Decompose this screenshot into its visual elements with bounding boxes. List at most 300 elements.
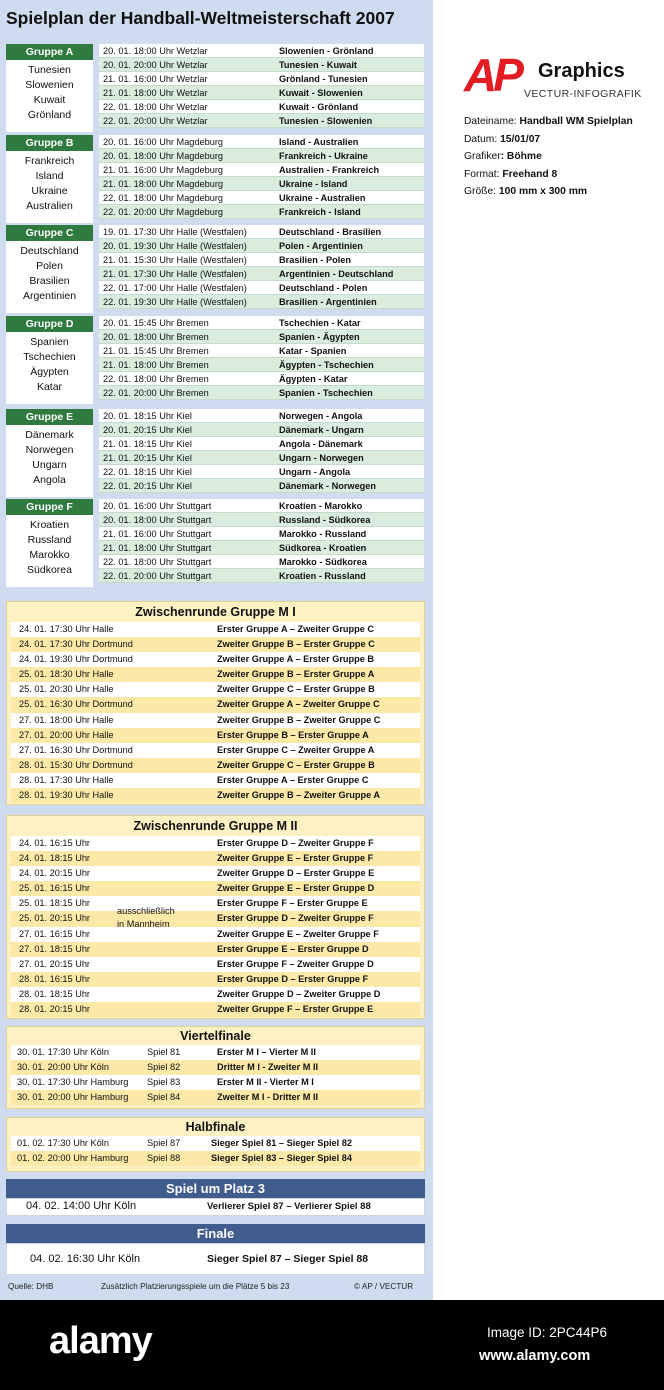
match-date: 24. 01. 16:15 Uhr (19, 838, 90, 848)
match-teams: Tunesien - Kuwait (279, 60, 357, 70)
table-row (11, 957, 420, 972)
page-title: Spielplan der Handball-Weltmeisterschaft 2007 (6, 8, 395, 28)
meta-label: Grafiker (464, 151, 501, 162)
match-date: 24. 01. 17:30 Uhr Halle (19, 624, 114, 634)
match-date: 20. 01. 20:00 Uhr Wetzlar (103, 60, 208, 70)
match-teams: Spanien - Ägypten (279, 332, 360, 342)
group-team: Spanien (30, 336, 69, 348)
match-teams: Sieger Spiel 81 – Sieger Spiel 82 (211, 1138, 352, 1148)
match-date: 22. 01. 18:00 Uhr Wetzlar (103, 102, 208, 112)
meta-value: Freehand 8 (502, 168, 558, 180)
match-teams: Island - Australien (279, 137, 359, 147)
table-row (99, 527, 424, 541)
footer-source: Quelle: DHB (8, 1282, 54, 1291)
match-teams: Zweiter Gruppe E – Zweiter Gruppe F (217, 928, 379, 939)
match-date: 01. 02. 17:30 Uhr Köln (17, 1138, 109, 1148)
table-row (99, 479, 424, 493)
table-row (99, 163, 424, 177)
match-teams: Erster Gruppe F – Zweiter Gruppe D (217, 958, 374, 969)
meta-value: Handball WM Spielplan (519, 116, 633, 127)
match-teams: Tunesien - Slowenien (279, 116, 373, 126)
final-date: 04. 02. 16:30 Uhr Köln (30, 1253, 141, 1265)
match-teams: Erster Gruppe D – Zweiter Gruppe F (217, 838, 374, 848)
match-teams: Erster Gruppe D – Erster Gruppe F (217, 973, 369, 984)
meta-line (464, 166, 664, 184)
match-teams: Marokko - Russland (279, 529, 367, 539)
match-teams: Kroatien - Russland (279, 571, 366, 581)
match-teams: Ukraine - Island (279, 179, 348, 189)
third-place-date: 04. 02. 14:00 Uhr Köln (26, 1200, 137, 1212)
table-row (11, 1060, 420, 1075)
match-date: 20. 01. 19:30 Uhr Halle (Westfalen) (103, 241, 247, 251)
match-teams: Slowenien - Grönland (279, 46, 374, 56)
table-row (11, 728, 420, 743)
match-teams: Kuwait - Grönland (279, 102, 359, 112)
meta-label: Dateiname: (464, 116, 520, 127)
match-date: 21. 01. 16:00 Uhr Magdeburg (103, 165, 224, 175)
match-date: 25. 01. 16:15 Uhr (19, 883, 90, 894)
match-teams: Zweiter Gruppe E – Erster Gruppe F (217, 853, 374, 864)
match-teams: Südkorea - Kroatien (279, 543, 367, 553)
match-teams: Zweiter Gruppe C – Erster Gruppe B (217, 759, 375, 770)
match-date: 22. 01. 19:30 Uhr Halle (Westfalen) (103, 297, 247, 307)
match-teams: Zweiter Gruppe A – Erster Gruppe B (217, 654, 375, 665)
match-date: 20. 01. 18:00 Uhr Magdeburg (103, 151, 224, 161)
match-teams: Erster Gruppe F – Erster Gruppe E (217, 898, 368, 909)
table-row (99, 344, 424, 358)
table-row (99, 239, 424, 253)
ap-logo-mark: AP (464, 49, 520, 101)
match-teams: Zweiter Gruppe B – Erster Gruppe C (217, 639, 375, 650)
match-date: 24. 01. 19:30 Uhr Dortmund (19, 654, 133, 665)
group-teams (6, 241, 93, 304)
match-date: 21. 01. 15:30 Uhr Halle (Westfalen) (103, 255, 247, 265)
match-date: 24. 01. 18:15 Uhr (19, 853, 90, 864)
group-matches (99, 316, 424, 400)
match-teams: Dänemark - Ungarn (279, 425, 364, 435)
table-row (99, 177, 424, 191)
meta-value: 100 mm x 300 mm (498, 186, 588, 197)
table-row (11, 682, 420, 697)
match-game-number: Spiel 81 (147, 1047, 181, 1057)
match-teams: Zweiter M I - Dritter M II (217, 1092, 319, 1103)
match-teams: Ägypten - Katar (279, 374, 348, 384)
meta-value: : Böhme (500, 151, 542, 162)
table-row (99, 191, 424, 205)
match-date: 22. 01. 20:00 Uhr Wetzlar (103, 116, 208, 126)
table-row (99, 409, 424, 423)
group-teams (6, 151, 93, 214)
match-teams: Norwegen - Angola (279, 411, 363, 421)
match-teams: Frankreich - Island (279, 207, 361, 217)
group-block (6, 135, 424, 223)
group-label (6, 499, 93, 587)
group-team: Island (35, 170, 64, 182)
table-row (11, 1045, 420, 1060)
table-row (99, 295, 424, 309)
match-date: 27. 01. 18:00 Uhr Halle (19, 714, 114, 725)
match-date: 28. 01. 20:15 Uhr (19, 1004, 90, 1015)
match-date: 25. 01. 20:30 Uhr Halle (19, 684, 114, 695)
table-row (99, 205, 424, 219)
match-teams: Australien - Frankreich (279, 165, 380, 175)
final-title: Finale (6, 1224, 425, 1243)
group-name: Gruppe A (6, 44, 93, 60)
match-teams: Grönland - Tunesien (279, 74, 368, 84)
table-row (99, 149, 424, 163)
final-match: Sieger Spiel 87 – Sieger Spiel 88 (207, 1253, 369, 1265)
table-row (99, 44, 424, 58)
third-place-title: Spiel um Platz 3 (6, 1179, 425, 1198)
table-row (99, 281, 424, 295)
match-teams: Ukraine - Australien (279, 193, 366, 203)
match-date: 22. 01. 20:15 Uhr Kiel (103, 481, 192, 491)
table-row (99, 72, 424, 86)
group-team: Australien (26, 200, 73, 212)
match-date: 30. 01. 17:30 Uhr Hamburg (17, 1077, 129, 1088)
table-row (99, 114, 424, 128)
match-teams: Sieger Spiel 83 – Sieger Spiel 84 (211, 1153, 352, 1164)
mannheim-note-line2: in Mannheim (117, 919, 170, 929)
table-row (11, 881, 420, 896)
table-row (11, 713, 420, 728)
third-place-match: Verlierer Spiel 87 – Verlierer Spiel 88 (207, 1201, 371, 1212)
main-round-m1-title: Zwischenrunde Gruppe M I (135, 605, 296, 619)
match-teams: Zweiter Gruppe B – Zweiter Gruppe C (217, 714, 381, 725)
table-row (11, 896, 420, 911)
table-row (11, 667, 420, 682)
match-date: 21. 01. 16:00 Uhr Wetzlar (103, 74, 208, 84)
match-teams: Zweiter Gruppe D – Erster Gruppe E (217, 868, 375, 879)
group-name: Gruppe B (6, 135, 93, 151)
table-row (11, 758, 420, 773)
footer-credit: © AP / VECTUR (354, 1282, 414, 1291)
table-row (99, 541, 424, 555)
main-round-m2 (6, 815, 425, 1019)
match-teams: Erster M I – Vierter M II (217, 1047, 316, 1057)
match-date: 27. 01. 16:15 Uhr (19, 928, 90, 939)
match-teams: Deutschland - Polen (279, 283, 368, 293)
quarterfinal-rows (7, 1045, 424, 1105)
table-row (99, 267, 424, 281)
alamy-image-id: Image ID: 2PC44P6 (487, 1325, 608, 1340)
match-date: 25. 01. 18:30 Uhr Halle (19, 669, 114, 680)
semifinal (6, 1117, 425, 1172)
table-row (11, 743, 420, 758)
group-block (6, 316, 424, 404)
group-team: Russland (27, 534, 72, 546)
match-teams: Frankreich - Ukraine (279, 151, 368, 161)
ap-logo-vectur: VECTUR-INFOGRAFIK (524, 88, 642, 100)
table-row (11, 1075, 420, 1090)
match-date: 24. 01. 17:30 Uhr Dortmund (19, 639, 133, 650)
table-row (11, 697, 420, 712)
match-date: 27. 01. 16:30 Uhr Dortmund (19, 744, 133, 755)
match-teams: Polen - Argentinien (279, 241, 363, 251)
group-team: Deutschland (20, 245, 79, 257)
table-row (11, 1151, 420, 1166)
match-date: 21. 01. 15:45 Uhr Bremen (103, 346, 209, 356)
group-team: Südkorea (27, 564, 72, 576)
final-box (6, 1243, 425, 1275)
table-row (11, 836, 420, 851)
group-team: Frankreich (24, 155, 75, 167)
match-date: 27. 01. 20:15 Uhr (19, 958, 90, 969)
match-date: 20. 01. 20:15 Uhr Kiel (103, 425, 192, 435)
match-date: 30. 01. 17:30 Uhr Köln (17, 1047, 109, 1057)
match-date: 22. 01. 18:15 Uhr Kiel (103, 467, 192, 477)
group-team: Angola (33, 474, 66, 486)
group-team: Katar (36, 381, 63, 393)
match-teams: Dritter M I - Zweiter M II (217, 1062, 319, 1073)
group-team: Slowenien (25, 79, 74, 91)
match-date: 21. 01. 20:15 Uhr Kiel (103, 453, 192, 463)
group-matches (99, 135, 424, 219)
group-label (6, 135, 93, 223)
group-name: Gruppe C (6, 225, 93, 241)
group-matches (99, 44, 424, 128)
table-row (11, 927, 420, 942)
group-teams (6, 332, 93, 395)
match-teams: Brasilien - Argentinien (279, 297, 377, 307)
match-date: 20. 01. 16:00 Uhr Stuttgart (103, 501, 212, 511)
semifinal-rows (7, 1136, 424, 1166)
match-teams: Zweiter Gruppe B – Zweiter Gruppe A (217, 790, 381, 801)
match-date: 21. 01. 16:00 Uhr Stuttgart (103, 529, 212, 539)
match-date: 20. 01. 18:00 Uhr Bremen (103, 332, 209, 342)
match-teams: Kuwait - Slowenien (279, 88, 363, 98)
match-game-number: Spiel 88 (147, 1153, 181, 1164)
match-date: 20. 01. 18:00 Uhr Wetzlar (103, 46, 208, 56)
match-date: 21. 01. 18:00 Uhr Bremen (103, 360, 209, 370)
table-row (11, 942, 420, 957)
mannheim-note-line1: ausschließlich (117, 906, 175, 916)
meta-label: Datum: (464, 133, 501, 145)
table-row (11, 1002, 420, 1017)
match-date: 28. 01. 17:30 Uhr Halle (19, 774, 114, 785)
group-matches (99, 225, 424, 309)
table-row (99, 372, 424, 386)
table-row (11, 1090, 420, 1105)
match-teams: Ungarn - Norwegen (279, 453, 364, 463)
table-row (99, 513, 424, 527)
meta-value: 15/01/07 (500, 133, 541, 145)
match-teams: Erster M II - Vierter M I (217, 1077, 314, 1088)
match-teams: Erster Gruppe D – Zweiter Gruppe F (217, 913, 374, 924)
table-row (99, 569, 424, 583)
table-row (11, 652, 420, 667)
match-teams: Zweiter Gruppe B – Erster Gruppe A (217, 669, 375, 680)
match-teams: Ungarn - Angola (279, 467, 351, 477)
third-place-box (6, 1198, 425, 1216)
table-row (11, 972, 420, 987)
match-teams: Marokko - Südkorea (279, 557, 367, 567)
alamy-url: www.alamy.com (479, 1348, 591, 1364)
match-teams: Erster Gruppe E – Erster Gruppe D (217, 943, 369, 954)
match-teams: Zweiter Gruppe C – Erster Gruppe B (217, 684, 375, 695)
table-row (11, 788, 420, 803)
group-label (6, 225, 93, 313)
group-block (6, 44, 424, 132)
table-row (99, 423, 424, 437)
match-date: 28. 01. 19:30 Uhr Halle (19, 790, 114, 801)
meta-line (464, 131, 664, 149)
ap-graphics-logo (464, 50, 664, 108)
group-block (6, 499, 424, 587)
group-label (6, 409, 93, 497)
table-row (99, 253, 424, 267)
group-team: Ungarn (32, 459, 67, 471)
main-round-m1-rows (7, 622, 424, 803)
table-row (99, 100, 424, 114)
quarterfinal-title: Viertelfinale (180, 1029, 251, 1043)
match-teams: Argentinien - Deutschland (279, 269, 394, 279)
match-date: 21. 01. 18:00 Uhr Wetzlar (103, 88, 208, 98)
table-row (99, 499, 424, 513)
match-date: 21. 01. 17:30 Uhr Halle (Westfalen) (103, 269, 247, 279)
match-date: 21. 01. 18:00 Uhr Stuttgart (103, 543, 212, 553)
main-round-m1 (6, 601, 425, 805)
match-teams: Zweiter Gruppe F – Erster Gruppe E (217, 1004, 374, 1015)
group-name: Gruppe F (6, 499, 93, 515)
table-row (99, 135, 424, 149)
match-date: 22. 01. 17:00 Uhr Halle (Westfalen) (103, 283, 247, 293)
group-teams (6, 425, 93, 488)
table-row (11, 637, 420, 652)
table-row (11, 911, 420, 926)
table-row (99, 386, 424, 400)
group-team: Ägypten (30, 366, 69, 378)
table-row (99, 330, 424, 344)
footer-note: Zusätzlich Platzierungsspiele um die Plätze 5 bis 23 (101, 1282, 290, 1291)
match-date: 19. 01. 17:30 Uhr Halle (Westfalen) (103, 227, 247, 237)
group-name: Gruppe E (6, 409, 93, 425)
meta-label: Format: (464, 168, 503, 180)
group-team: Tschechien (23, 351, 76, 363)
group-team: Kroatien (29, 519, 70, 531)
meta-lines (464, 113, 664, 201)
match-date: 20. 01. 16:00 Uhr Magdeburg (103, 137, 224, 147)
group-teams (6, 60, 93, 123)
group-label (6, 44, 93, 132)
match-teams: Spanien - Tschechien (279, 388, 373, 398)
match-teams: Dänemark - Norwegen (279, 481, 377, 491)
group-team: Grönland (27, 109, 72, 121)
table-row (99, 86, 424, 100)
match-teams: Erster Gruppe A – Erster Gruppe C (217, 774, 369, 785)
group-teams (6, 515, 93, 578)
match-date: 22. 01. 20:00 Uhr Stuttgart (103, 571, 212, 581)
table-row (99, 58, 424, 72)
table-row (11, 773, 420, 788)
table-row (11, 622, 420, 637)
match-teams: Zweiter Gruppe A – Zweiter Gruppe C (217, 699, 380, 710)
match-date: 27. 01. 20:00 Uhr Halle (19, 729, 114, 740)
group-label (6, 316, 93, 404)
match-date: 20. 01. 18:15 Uhr Kiel (103, 411, 192, 421)
match-teams: Deutschland - Brasilien (279, 227, 382, 237)
match-teams: Kroatien - Marokko (279, 501, 363, 511)
meta-line (464, 113, 664, 131)
group-team: Ukraine (31, 185, 68, 197)
match-game-number: Spiel 83 (147, 1077, 181, 1088)
table-row (99, 465, 424, 479)
match-date: 21. 01. 18:00 Uhr Magdeburg (103, 179, 224, 189)
match-teams: Erster Gruppe A – Zweiter Gruppe C (217, 624, 375, 634)
main-round-m2-title: Zwischenrunde Gruppe M II (133, 819, 298, 833)
match-teams: Erster Gruppe C – Zweiter Gruppe A (217, 744, 375, 755)
match-date: 22. 01. 20:00 Uhr Magdeburg (103, 207, 224, 217)
table-row (11, 851, 420, 866)
group-team: Dänemark (25, 429, 74, 441)
match-teams: Tschechien - Katar (279, 318, 361, 328)
match-date: 25. 01. 20:15 Uhr (19, 913, 90, 924)
match-teams: Ägypten - Tschechien (279, 360, 374, 370)
group-matches (99, 499, 424, 583)
table-row (99, 316, 424, 330)
match-teams: Erster Gruppe B – Erster Gruppe A (217, 729, 369, 740)
match-date: 30. 01. 20:00 Uhr Hamburg (17, 1092, 129, 1103)
match-date: 22. 01. 18:00 Uhr Magdeburg (103, 193, 224, 203)
table-row (99, 555, 424, 569)
table-row (99, 451, 424, 465)
mannheim-note (117, 905, 175, 931)
ap-logo-graphics: Graphics (538, 60, 625, 82)
group-block (6, 409, 424, 497)
match-date: 20. 01. 15:45 Uhr Bremen (103, 318, 209, 328)
group-block (6, 225, 424, 313)
match-teams: Katar - Spanien (279, 346, 347, 356)
table-row (11, 1136, 420, 1151)
match-date: 22. 01. 20:00 Uhr Bremen (103, 388, 209, 398)
match-date: 28. 01. 16:15 Uhr (19, 973, 90, 984)
group-team: Norwegen (25, 444, 74, 456)
match-date: 20. 01. 18:00 Uhr Stuttgart (103, 515, 212, 525)
group-team: Marokko (29, 549, 70, 561)
match-teams: Zweiter Gruppe D – Zweiter Gruppe D (217, 988, 381, 999)
match-game-number: Spiel 87 (147, 1138, 181, 1148)
group-team: Tunesien (28, 64, 71, 76)
main-round-m2-rows (7, 836, 424, 1017)
alamy-logo: alamy (49, 1320, 152, 1362)
match-game-number: Spiel 82 (147, 1062, 181, 1073)
group-team: Kuwait (33, 94, 66, 106)
match-date: 22. 01. 18:00 Uhr Bremen (103, 374, 209, 384)
group-team: Polen (36, 260, 63, 272)
meta-panel (464, 50, 664, 201)
meta-line (464, 148, 664, 166)
meta-label: Größe: (464, 186, 499, 197)
match-date: 25. 01. 16:30 Uhr Dortmund (19, 699, 133, 710)
match-date: 27. 01. 18:15 Uhr (19, 943, 90, 954)
match-date: 21. 01. 18:15 Uhr Kiel (103, 439, 192, 449)
match-teams: Brasilien - Polen (279, 255, 351, 265)
table-row (99, 358, 424, 372)
match-teams: Zweiter Gruppe E – Erster Gruppe D (217, 883, 375, 894)
group-team: Brasilien (29, 275, 70, 287)
match-game-number: Spiel 84 (147, 1092, 181, 1103)
group-matches (99, 409, 424, 493)
table-row (11, 866, 420, 881)
group-team: Argentinien (22, 290, 77, 302)
match-date: 28. 01. 18:15 Uhr (19, 988, 90, 999)
match-teams: Russland - Südkorea (279, 515, 371, 525)
match-date: 24. 01. 20:15 Uhr (19, 868, 90, 879)
match-date: 22. 01. 18:00 Uhr Stuttgart (103, 557, 212, 567)
match-teams: Angola - Dänemark (279, 439, 363, 449)
table-row (99, 437, 424, 451)
quarterfinal (6, 1026, 425, 1109)
